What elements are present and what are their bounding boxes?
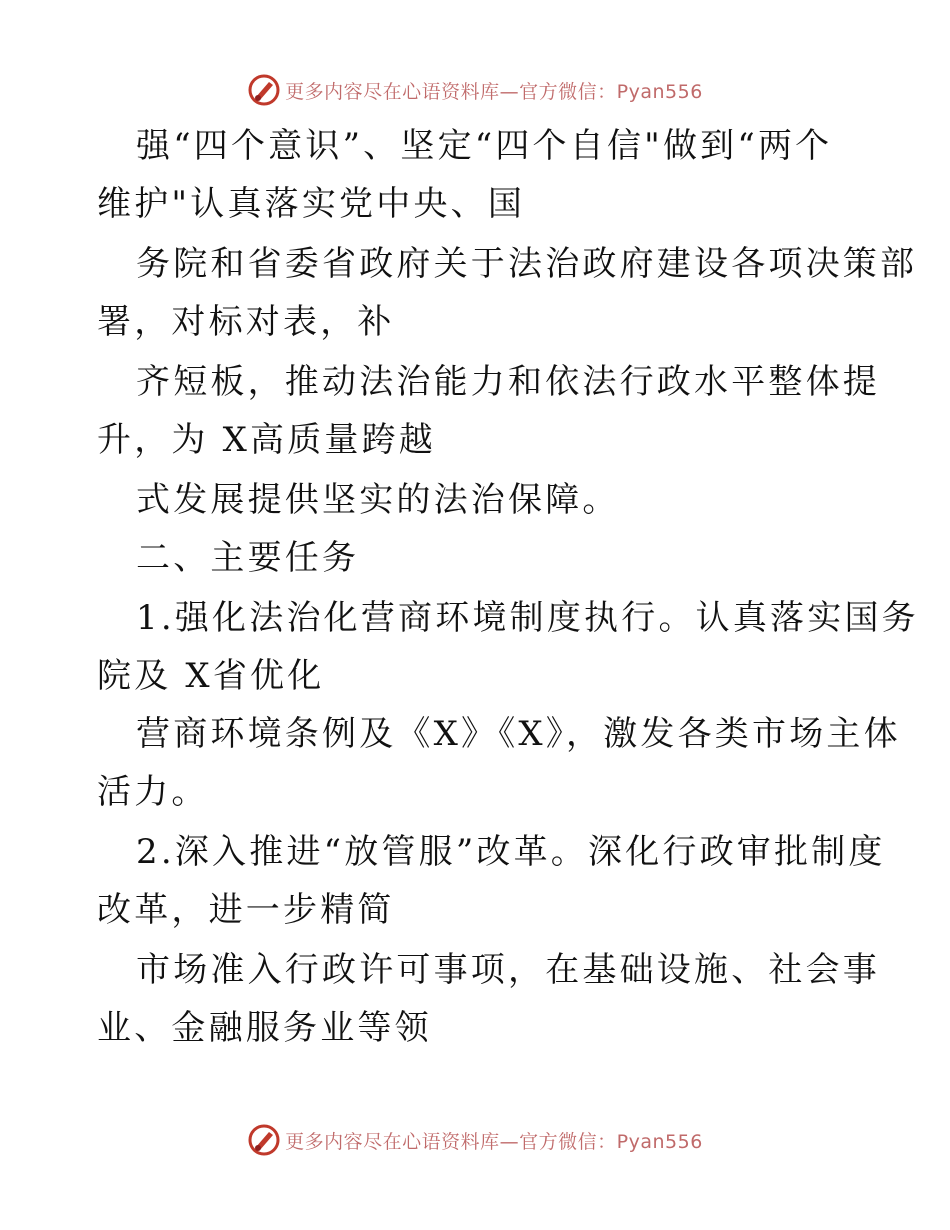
body-line: 升，为 X高质量跨越 [97,420,437,460]
body-line: 署，对标对表，补 [97,302,395,342]
section-heading: 二、主要任务 [136,538,360,578]
body-line: 式发展提供坚实的法治保障。 [136,480,620,520]
footer-watermark [0,1120,950,1160]
brush-seal-icon [247,73,281,107]
body-line: 1.强化法治化营商环境制度执行。认真落实国务 [136,598,919,638]
body-line: 营商环境条例及《X》《X》，激发各类市场主体 [136,714,901,754]
body-line: 务院和省委省政府关于法治政府建设各项决策部 [136,244,918,284]
body-line: 改革，进一步精简 [97,890,395,930]
body-line: 2.深入推进“放管服”改革。深化行政审批制度 [136,832,886,872]
body-line: 齐短板，推动法治能力和依法行政水平整体提 [136,362,880,402]
watermark-text: 更多内容尽在心语资料库—官方微信：Pyan556 [285,80,703,103]
header-watermark [0,70,950,110]
body-line: 维护"认真落实党中央、国 [97,184,526,224]
body-line: 业、金融服务业等领 [97,1008,432,1048]
body-line: 强“四个意识”、坚定“四个自信"做到“两个 [136,126,833,166]
body-line: 活力。 [97,772,209,812]
brush-seal-icon [247,1123,281,1157]
watermark-text: 更多内容尽在心语资料库—官方微信：Pyan556 [285,1130,703,1153]
body-line: 市场准入行政许可事项，在基础设施、社会事 [136,950,880,990]
body-line: 院及 X省优化 [97,656,325,696]
